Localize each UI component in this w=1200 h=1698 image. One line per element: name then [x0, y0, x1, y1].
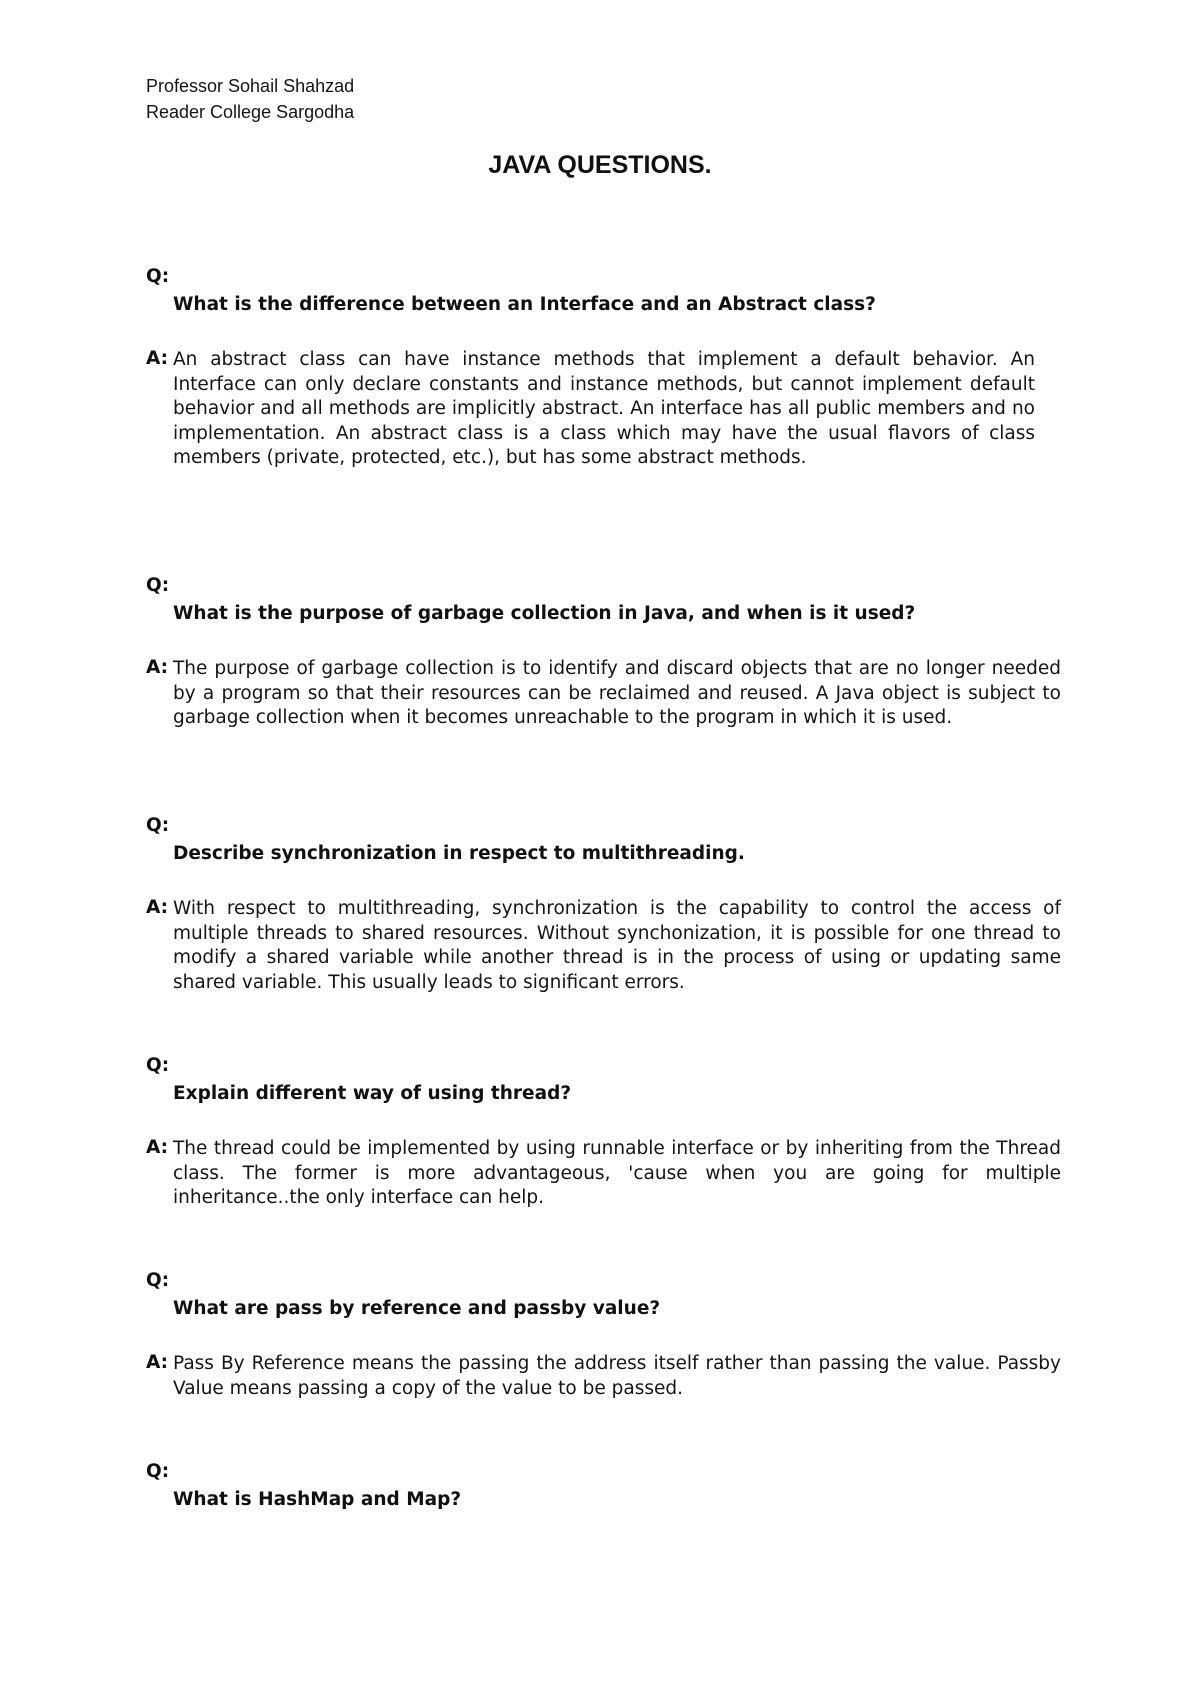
question-text: Explain different way of using thread? — [173, 1083, 572, 1104]
answer-text: The thread could be implemented by using runnable interface or by inheriting from the Thread class. The former is more advantageous, 'cause when you are going for multiple inheritance..the only interface can help. — [173, 1138, 1061, 1208]
answer-label: A: — [146, 897, 169, 918]
answer-text: With respect to multithreading, synchronization is the capability to control the access of multiple threads to shared resources. Without synchonization, it is possible for one thread to modify a shared variable while another thread is in the process of using or updating same shared variable. This usually leads to significant errors. — [173, 898, 1061, 993]
author-name: Professor Sohail Shahzad — [146, 76, 355, 96]
answer-text: An abstract class can have instance methods that implement a default behavior. An Interface can only declare constants and instance methods, but cannot implement default behavior and all methods are implicitly abstract. An interface has all public members and no implementation. An abstract class is a class which may have the usual flavors of class members (private, protected, etc.), but has some abstract methods. — [173, 349, 1035, 468]
question-label: Q: — [146, 575, 170, 596]
question-label: Q: — [146, 1461, 170, 1482]
question-label: Q: — [146, 266, 170, 287]
question-label: Q: — [146, 1270, 170, 1291]
question-label: Q: — [146, 1055, 170, 1076]
answer-text: Pass By Reference means the passing the address itself rather than passing the value. Passby Value means passing a copy of the value to be passed. — [173, 1353, 1061, 1399]
question-text: What is HashMap and Map? — [173, 1489, 462, 1510]
answer-label: A: — [146, 657, 169, 678]
answer-label: A: — [146, 1137, 169, 1158]
question-text: What are pass by reference and passby value? — [173, 1298, 661, 1319]
question-text: What is the difference between an Interface and an Abstract class? — [173, 294, 876, 315]
institution-name: Reader College Sargodha — [146, 102, 355, 122]
question-text: What is the purpose of garbage collection in Java, and when is it used? — [173, 603, 916, 624]
answer-text: The purpose of garbage collection is to identify and discard objects that are no longer needed by a program so that their resources can be reclaimed and reused. A Java object is subject to garbage collection when it becomes unreachable to the program in which it is used. — [173, 658, 1061, 728]
answer-label: A: — [146, 1352, 169, 1373]
question-text: Describe synchronization in respect to multithreading. — [173, 843, 745, 864]
page-title: JAVA QUESTIONS. — [488, 151, 712, 179]
answer-label: A: — [146, 348, 169, 369]
question-label: Q: — [146, 815, 170, 836]
